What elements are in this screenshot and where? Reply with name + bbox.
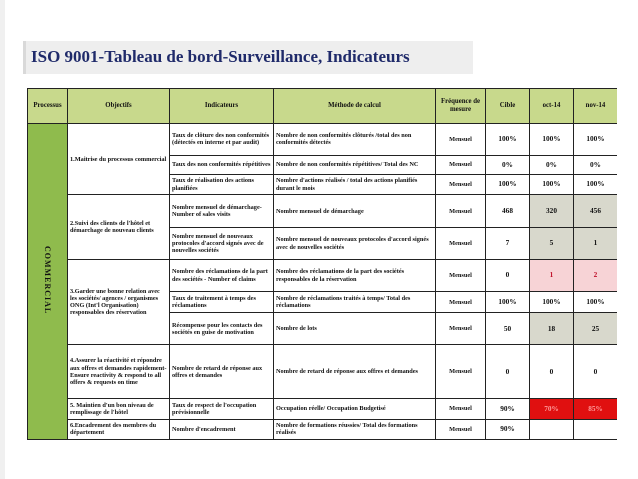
table-row xyxy=(28,195,618,228)
target-cell: 100% xyxy=(486,124,530,156)
target-cell: 7 xyxy=(486,228,530,260)
nov-value-cell: 0 xyxy=(574,345,618,399)
frequency-cell: Mensuel xyxy=(436,260,486,292)
indicator-cell: Nombre mensuel de démarchage- Number of sales visits xyxy=(170,195,274,228)
method-cell: Nombre de réclamations traités à temps/ Total des réclamations xyxy=(274,292,436,313)
nov-value-cell: 2 xyxy=(574,260,618,292)
objective-cell: 1.Maitrise du processus commercial xyxy=(68,124,170,195)
oct-value-cell: 1 xyxy=(530,260,574,292)
oct-value-cell: 100% xyxy=(530,175,574,195)
header-objectifs: Objectifs xyxy=(68,89,170,124)
nov-value-cell: 100% xyxy=(574,175,618,195)
header-indicateurs: Indicateurs xyxy=(170,89,274,124)
oct-value-cell xyxy=(530,419,574,439)
method-cell: Nombre mensuel de démarchage xyxy=(274,195,436,228)
indicator-cell: Taux des non conformités répétitives xyxy=(170,155,274,174)
nov-value-cell xyxy=(574,419,618,439)
method-cell: Nombre mensuel de nouveaux protocoles d'accord signés avec de nouvelles sociétés xyxy=(274,228,436,260)
dashboard-table xyxy=(27,88,617,440)
oct-value-cell: 320 xyxy=(530,195,574,228)
nov-value-cell: 100% xyxy=(574,124,618,156)
oct-value-cell: 70% xyxy=(530,399,574,419)
frequency-cell: Mensuel xyxy=(436,195,486,228)
target-cell: 90% xyxy=(486,399,530,419)
header-oct: oct-14 xyxy=(530,89,574,124)
process-label: COMMERCIAL xyxy=(43,246,53,315)
header-methode: Méthode de calcul xyxy=(274,89,436,124)
header-nov: nov-14 xyxy=(574,89,618,124)
nov-value-cell: 25 xyxy=(574,313,618,345)
target-cell: 50 xyxy=(486,313,530,345)
header-cible: Cible xyxy=(486,89,530,124)
frequency-cell: Mensuel xyxy=(436,175,486,195)
oct-value-cell: 18 xyxy=(530,313,574,345)
method-cell: Occupation réelle/ Occupation Budgetisé xyxy=(274,399,436,419)
method-cell: Nombre de formations réussies/ Total des formations réalisés xyxy=(274,419,436,439)
header-row xyxy=(28,89,618,124)
nov-value-cell: 85% xyxy=(574,399,618,419)
oct-value-cell: 100% xyxy=(530,124,574,156)
table-row xyxy=(28,124,618,156)
target-cell: 0 xyxy=(486,345,530,399)
indicator-cell: Nombre mensuel de nouveaux protocoles d'accord signés avec de nouvelles sociétés xyxy=(170,228,274,260)
indicator-cell: Taux de traitement à temps des réclamations xyxy=(170,292,274,313)
slide-title: ISO 9001-Tableau de bord-Surveillance, Indicateurs xyxy=(31,47,410,66)
indicator-cell: Taux de réalisation des actions planifiées xyxy=(170,175,274,195)
objective-cell: 2.Suivi des clients de l'hôtel et démarchage de nouveau clients xyxy=(68,195,170,260)
indicator-cell: Nombre de retard de réponse aux offres et demandes xyxy=(170,345,274,399)
method-cell: Nombre de retard de réponse aux offres et demandes xyxy=(274,345,436,399)
method-cell: Nombre des réclamations de la part des sociétés responsables de la réservation xyxy=(274,260,436,292)
header-processus: Processus xyxy=(28,89,68,124)
oct-value-cell: 0 xyxy=(530,345,574,399)
nov-value-cell: 100% xyxy=(574,292,618,313)
objective-cell: 6.Encadrement des membres du département xyxy=(68,419,170,439)
indicator-cell: Taux de clôture des non conformités (détectés en interne et par audit) xyxy=(170,124,274,156)
target-cell: 90% xyxy=(486,419,530,439)
method-cell: Nombre d'actions réalisés / total des actions planifiés durant le mois xyxy=(274,175,436,195)
process-cell xyxy=(28,124,68,440)
frequency-cell: Mensuel xyxy=(436,292,486,313)
oct-value-cell: 0% xyxy=(530,155,574,174)
target-cell: 0 xyxy=(486,260,530,292)
frequency-cell: Mensuel xyxy=(436,399,486,419)
table-row xyxy=(28,419,618,439)
indicator-cell: Taux de respect de l'occupation prévisionnelle xyxy=(170,399,274,419)
objective-cell: 3.Garder une bonne relation avec les sociétés/ agences / organismes ONG (Int'l Organisation) responsables des réservation xyxy=(68,260,170,345)
target-cell: 100% xyxy=(486,292,530,313)
frequency-cell: Mensuel xyxy=(436,345,486,399)
indicator-cell: Récompense pour les contacts des sociétés en guise de motivation xyxy=(170,313,274,345)
target-cell: 0% xyxy=(486,155,530,174)
frequency-cell: Mensuel xyxy=(436,313,486,345)
frequency-cell: Mensuel xyxy=(436,419,486,439)
frequency-cell: Mensuel xyxy=(436,228,486,260)
table-row xyxy=(28,345,618,399)
indicator-cell: Nombre des réclamations de la part des sociétés - Number of claims xyxy=(170,260,274,292)
oct-value-cell: 100% xyxy=(530,292,574,313)
table-row xyxy=(28,260,618,292)
objective-cell: 4.Assurer la réactivité et répondre aux offres et demandes rapidement- Ensure reactivity & respond to all offers & requests on time xyxy=(68,345,170,399)
objective-cell: 5. Maintien d'un bon niveau de remplissage de l'hôtel xyxy=(68,399,170,419)
nov-value-cell: 1 xyxy=(574,228,618,260)
target-cell: 100% xyxy=(486,175,530,195)
indicator-cell: Nombre d'encadrement xyxy=(170,419,274,439)
method-cell: Nombre de lots xyxy=(274,313,436,345)
target-cell: 468 xyxy=(486,195,530,228)
header-frequence: Fréquence de mesure xyxy=(436,89,486,124)
nov-value-cell: 456 xyxy=(574,195,618,228)
table-row xyxy=(28,399,618,419)
oct-value-cell: 5 xyxy=(530,228,574,260)
method-cell: Nombre de non conformités clôturés /total des non conformités détectés xyxy=(274,124,436,156)
dashboard-table-wrap xyxy=(27,88,617,440)
nov-value-cell: 0% xyxy=(574,155,618,174)
frequency-cell: Mensuel xyxy=(436,155,486,174)
method-cell: Nombre de non conformités répétitives/ Total des NC xyxy=(274,155,436,174)
frequency-cell: Mensuel xyxy=(436,124,486,156)
